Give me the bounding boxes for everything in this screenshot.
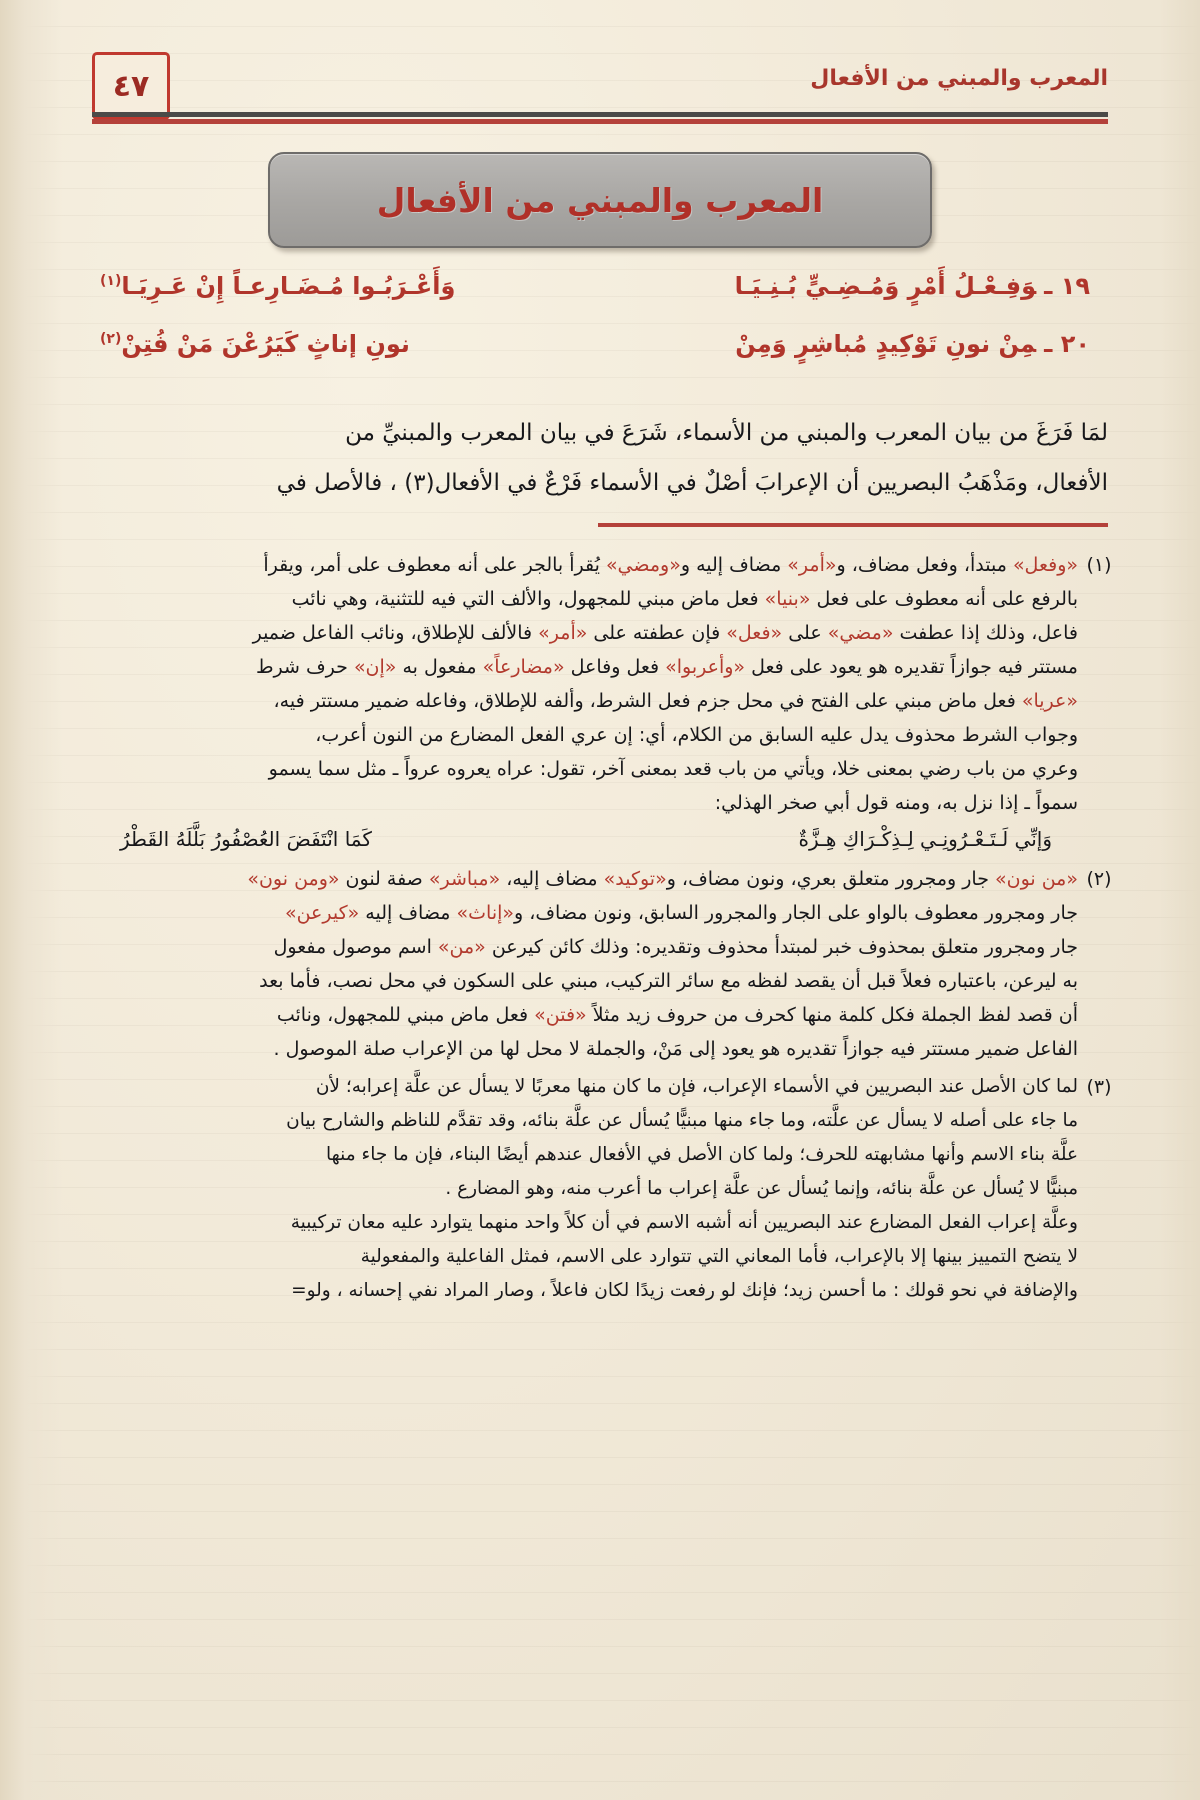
page-header <box>92 52 1108 112</box>
footnote-3-line-3: علَّة بناء الاسم وأنها مشابهته للحرف؛ ولما كان الأصل في الأفعال عندهم أيضًا البناء، فإن ما جاء منها <box>325 1144 1078 1165</box>
footnote-2-line-5: أن قصد لفظ الجملة فكل كلمة منها كحرف من حروف زيد مثلاً «فتن» فعل ماض مبني للمجهول، ونائب <box>276 1004 1078 1026</box>
grammar-term: «من» <box>437 936 486 958</box>
footnotes-section <box>80 548 1120 1312</box>
grammar-term: «عريا» <box>1021 690 1078 712</box>
grammar-term: «فعل» <box>726 622 783 644</box>
footnote-3-line-6: لا يتضح التمييز بينها إلا بالإعراب، فأما المعاني التي تتوارد على الاسم، فمثل الفاعلية والمفعولية <box>360 1246 1078 1267</box>
grammar-term: «مباشر» <box>428 868 501 890</box>
grammar-term: «كيرعن» <box>284 902 360 924</box>
footnote-1-line-5: «عريا» فعل ماض مبني على الفتح في محل جزم فعل الشرط، وألفه للإطلاق، وفاعله ضمير مستتر فيه، <box>273 690 1078 712</box>
verse-19-left <box>92 272 455 300</box>
grammar-term: «أمر» <box>538 622 588 644</box>
footnote-1-line-4: مستتر فيه جوازاً تقديره هو يعود على فعل «وأعربوا» فعل وفاعل «مضارعاً» مفعول به «إن» حرف شرط <box>255 656 1078 678</box>
grammar-term: «مضارعاً» <box>482 656 565 678</box>
grammar-term: «مضي» <box>827 622 894 644</box>
grammar-term: «من نون» <box>995 868 1078 890</box>
grammar-term: «فتن» <box>534 1004 587 1026</box>
page-number-box <box>92 52 170 120</box>
verse-20-left <box>92 330 410 358</box>
verse-20-number: ٢٠ ـ <box>1044 330 1090 358</box>
header-rules <box>92 112 1108 124</box>
body-line-1: لمَا فَرَغَ من بيان المعرب والمبني من الأسماء، شَرَعَ في بيان المعرب والمبنيِّ من <box>345 420 1108 446</box>
chapter-title-banner <box>268 152 932 248</box>
footnote-3 <box>80 1070 1120 1308</box>
verse-19-hemistich-left: وَأَعْـرَبُـوا مُـضَـارِعـاً إِنْ عَـرِيَـا <box>121 272 456 300</box>
footnote-1-poem-left: كَمَا انْتَفَضَ العُصْفُورُ بَلَّلَهُ القَطْرُ <box>120 827 372 851</box>
footnote-2-line-1: «من نون» جار ومجرور متعلق بعري، ونون مضاف، و«توكيد» مضاف إليه، «مباشر» صفة لنون «ومن نون» <box>247 868 1078 890</box>
footnote-1-mark: (١) <box>1086 554 1112 576</box>
verse-20-right <box>735 330 1108 358</box>
header-rule-red <box>92 119 1108 124</box>
footnote-2-line-3: جار ومجرور متعلق بمحذوف خبر لمبتدأ محذوف وتقديره: وذلك كائن كيرعن «من» اسم موصول مفعول <box>273 936 1078 958</box>
footnote-3-line-5: وعلَّة إعراب الفعل المضارع عند البصريين أنه أشبه الاسم في أن كلاً واحد منهما يتوارد عليه معان تركيبية <box>290 1212 1078 1233</box>
verse-line-20 <box>92 330 1108 388</box>
verse-19-footnote-ref: (١) <box>100 273 122 289</box>
header-rule-dark <box>92 112 1108 117</box>
verse-19-right <box>735 272 1108 300</box>
footnote-2-body <box>80 862 1078 1066</box>
footnote-1-line-8: سمواً ـ إذا نزل به، ومنه قول أبي صخر الهذلي: <box>714 792 1078 814</box>
page-edge-shadow-left <box>0 0 62 1800</box>
footnote-2-line-2: جار ومجرور معطوف بالواو على الجار والمجرور السابق، ونون مضاف، و«إناث» مضاف إليه «كيرعن» <box>284 902 1078 924</box>
grammar-term: «إناث» <box>456 902 515 924</box>
page-number: ٤٧ <box>112 68 150 104</box>
chapter-title: المعرب والمبني من الأفعال <box>376 180 824 220</box>
footnote-2 <box>80 862 1120 1066</box>
footnote-1-line-3: فاعل، وذلك إذا عطفت «مضي» على «فعل» فإن عطفته على «أمر» فالألف للإطلاق، ونائب الفاعل ضمير <box>252 622 1078 644</box>
grammar-term: «وفعل» <box>1012 554 1078 576</box>
body-paragraph <box>92 408 1108 508</box>
grammar-term: «توكيد» <box>603 868 667 890</box>
footnote-1-line-1: «وفعل» مبتدأ، وفعل مضاف، و«أمر» مضاف إليه و«ومضي» يُقرأ بالجر على أنه معطوف على أمر، ويقرأ <box>263 554 1078 576</box>
footnote-1-line-6: وجواب الشرط محذوف يدل عليه السابق من الكلام، أي: إن عري الفعل المضارع من النون أعرب، <box>315 724 1078 746</box>
verse-20-hemistich-left: نونِ إناثٍ كَيَرُعْنَ مَنْ فُتِنْ <box>121 330 410 358</box>
footnote-3-line-2: ما جاء على أصله لا يسأل عن علَّته، وما جاء منها مبنيًّا يُسأل عن علَّة بنائه، وقد تقدَّم للناظم والشارح بيان <box>286 1110 1078 1131</box>
footnote-1-poem-right: وَإنِّي لَـتَـعْـرُونِـي لِـذِكْـرَاكِ هِـزَّةٌ <box>798 827 1052 851</box>
footnote-2-line-4: به ليرعن، باعتباره فعلاً قبل أن يقصد لفظه مع سائر التركيب، مبني على السكون في محل نصب، فأما بعد <box>259 970 1078 992</box>
footnote-1-body <box>80 548 1078 858</box>
footnote-2-line-6: الفاعل ضمير مستتر فيه جوازاً تقديره هو يعود إلى مَنْ، والجملة لا محل لها من الإعراب صلة الموصول . <box>273 1038 1078 1060</box>
footnote-3-body <box>80 1070 1078 1308</box>
footnote-3-line-1: لما كان الأصل عند البصريين في الأسماء الإعراب، فإن ما كان منها معربًا لا يسأل عن علَّة إعرابه؛ لأن <box>315 1076 1078 1097</box>
footnote-3-line-4: مبنيًّا لا يُسأل عن علَّة بنائه، وإنما يُسأل عن علَّة إعراب ما أعرب منه، وهو المضارع . <box>445 1178 1078 1199</box>
footnote-3-line-7: والإضافة في نحو قولك : ما أحسن زيد؛ فإنك لو رفعت زيدًا لكان فاعلاً ، وصار المراد نفي إحسانه ، ولو= <box>291 1280 1078 1301</box>
verse-block <box>92 272 1108 388</box>
footnote-1-line-2: بالرفع على أنه معطوف على فعل «بنيا» فعل ماض مبني للمجهول، والألف التي فيه للتثنية، وهي نائب <box>291 588 1078 610</box>
body-line-2: الأفعال، ومَذْهَبُ البصريين أن الإعرابَ أصْلٌ في الأسماء فَرْعٌ في الأفعال(٣) ، فالأصل في <box>276 470 1108 496</box>
grammar-term: «بنيا» <box>764 588 811 610</box>
verse-19-hemistich-right: وَفِـعْـلُ أَمْرٍ وَمُـضِـيٍّ بُـنِـيَـا <box>734 272 1037 300</box>
grammar-term: «وأعربوا» <box>665 656 746 678</box>
footnote-1 <box>80 548 1120 858</box>
verse-19-number: ١٩ ـ <box>1044 272 1090 300</box>
verse-20-footnote-ref: (٢) <box>100 331 122 347</box>
verse-line-19 <box>92 272 1108 330</box>
page-edge-shadow-right <box>1160 0 1200 1800</box>
grammar-term: «إن» <box>353 656 397 678</box>
footnote-separator-rule <box>598 523 1108 527</box>
verse-20-hemistich-right: مِنْ نونِ تَوْكِيدٍ مُباشِرٍ وَمِنْ <box>735 330 1037 358</box>
grammar-term: «ومضي» <box>605 554 681 576</box>
footnote-3-mark: (٣) <box>1086 1076 1112 1098</box>
footnote-2-mark: (٢) <box>1086 868 1112 890</box>
grammar-term: «أمر» <box>787 554 837 576</box>
grammar-term: «ومن نون» <box>247 868 340 890</box>
running-head: المعرب والمبني من الأفعال <box>810 66 1108 91</box>
footnote-1-line-7: وعري من باب رضي بمعنى خلا، ويأتي من باب قعد بمعنى آخر، تقول: عراه يعروه عرواً ـ مثل سما يسمو <box>268 758 1078 780</box>
footnote-1-poem <box>80 820 1078 858</box>
